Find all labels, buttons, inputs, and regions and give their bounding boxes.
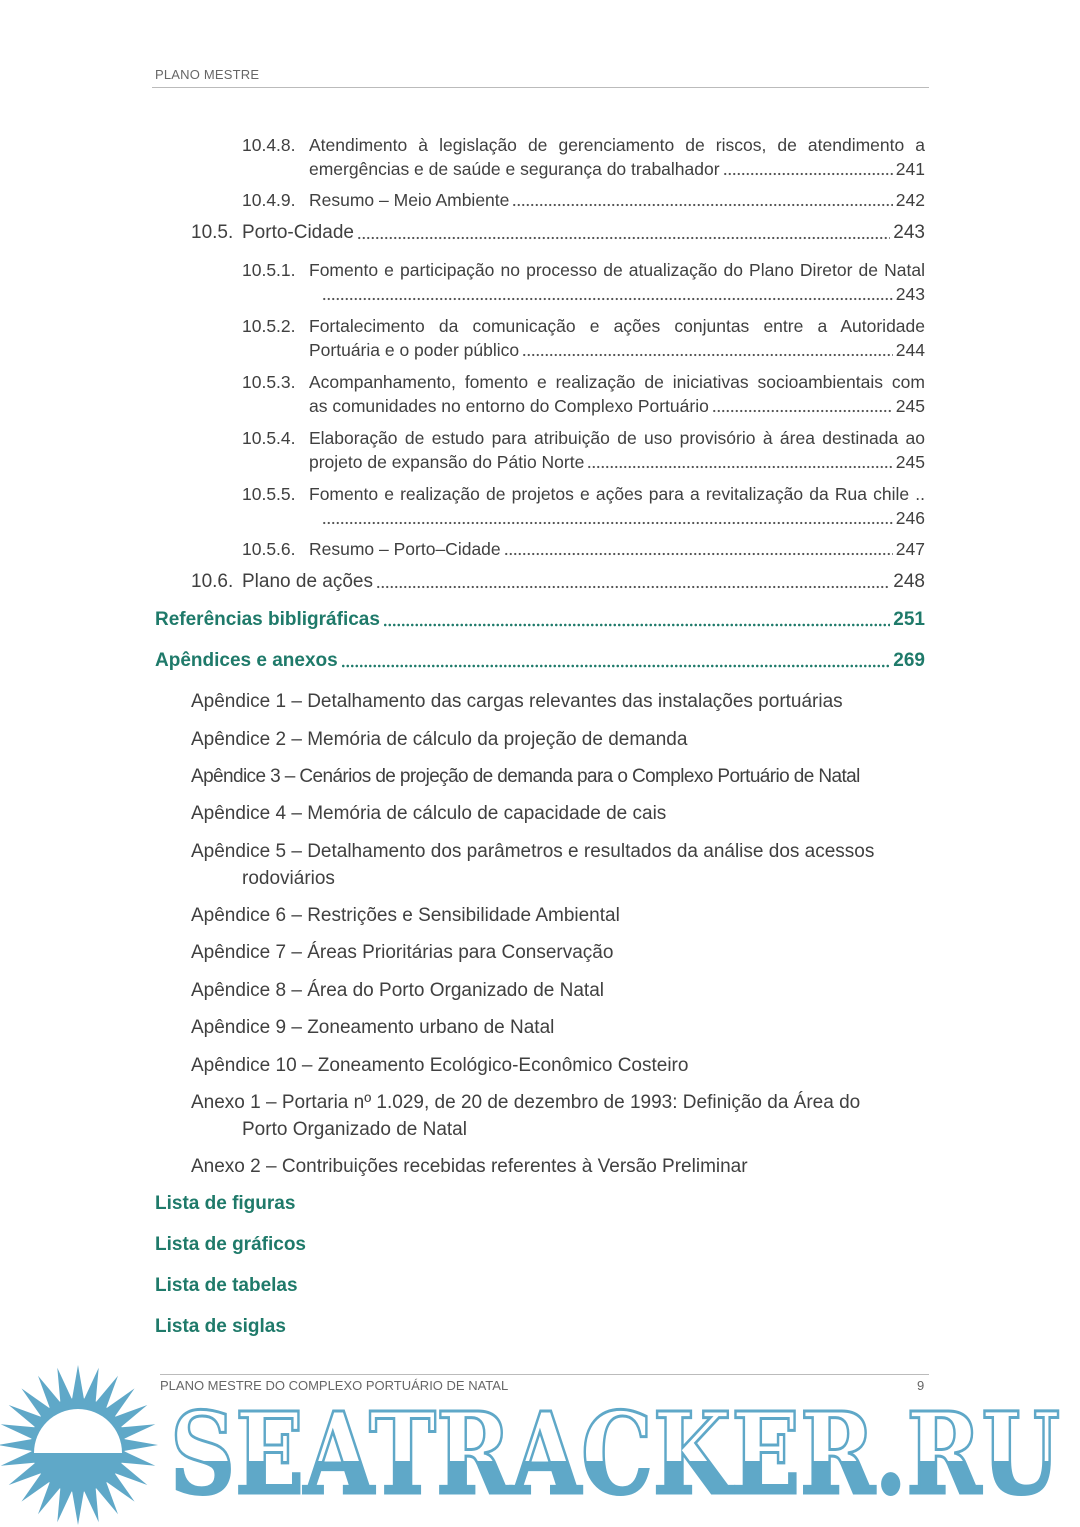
sun-ray: [1, 1424, 36, 1439]
footer-title: PLANO MESTRE DO COMPLEXO PORTUÁRIO DE NATAL: [160, 1378, 509, 1393]
toc-entry-title: Referências bibligráficas: [155, 609, 380, 630]
toc-entry[interactable]: [191, 221, 925, 245]
sun-ray: [72, 1491, 84, 1525]
toc-entry-page: 246: [895, 508, 925, 528]
sun-ray: [124, 1439, 158, 1451]
appendix-title: Apêndice 7 – Áreas Prioritárias para Conservação: [191, 942, 614, 963]
toc-section-entry[interactable]: [155, 608, 925, 632]
toc-entry-page: 243: [893, 222, 925, 243]
watermark-text: SEATRACKER.RU: [170, 1389, 1060, 1520]
toc-entry-page: 243: [895, 284, 925, 304]
toc-section-entry[interactable]: [155, 649, 925, 673]
toc-entry-title: projeto de expansão do Pátio Norte: [309, 452, 585, 472]
dot-leader: [512, 188, 892, 212]
dot-leader: [504, 537, 893, 561]
dot-leader: [357, 221, 890, 245]
list-link[interactable]: Lista de figuras: [155, 1193, 296, 1214]
sun-ray: [120, 1424, 155, 1439]
appendix-title: Apêndice 8 – Área do Porto Organizado de Natal: [191, 980, 604, 1001]
sun-ray: [57, 1487, 72, 1522]
toc-entry[interactable]: [242, 188, 925, 212]
dot-leader: [383, 608, 890, 632]
toc-entry[interactable]: [242, 370, 925, 418]
appendix-entry[interactable]: [191, 688, 911, 715]
toc-entry-number: 10.6.: [191, 571, 234, 592]
dot-leader: [341, 649, 891, 673]
appendix-entry[interactable]: [191, 977, 911, 1004]
appendix-entry[interactable]: [191, 1089, 911, 1143]
list-link[interactable]: Lista de gráficos: [155, 1234, 306, 1255]
toc-entry-page: 269: [893, 650, 925, 671]
toc-entry-number: 10.4.8.: [242, 135, 296, 155]
list-link[interactable]: Lista de tabelas: [155, 1275, 298, 1296]
toc-entry[interactable]: [242, 133, 925, 181]
dot-leader: [712, 394, 893, 418]
page-number: 9: [917, 1378, 925, 1393]
appendix-title: Anexo 2 – Contribuições recebidas referentes à Versão Preliminar: [191, 1156, 748, 1177]
appendix-title: Porto Organizado de Natal: [242, 1119, 467, 1140]
sun-ray: [57, 1368, 72, 1403]
appendix-title: Apêndice 4 – Memória de cálculo de capacidade de cais: [191, 803, 667, 824]
sun-icon: [0, 1365, 158, 1525]
toc-entry-title: as comunidades no entorno do Complexo Portuário: [309, 396, 709, 416]
toc-entry-number: 10.5.1.: [242, 260, 296, 280]
appendix-title: Apêndice 5 – Detalhamento dos parâmetros e resultados da análise dos acessos: [191, 841, 875, 862]
toc-entry-title: Fomento e participação no processo de atualização do Plano Diretor de Natal: [309, 260, 925, 280]
toc-entry-number: 10.5.5.: [242, 484, 296, 504]
toc-entry-number: 10.5.6.: [242, 539, 296, 559]
running-header: PLANO MESTRE: [155, 67, 260, 82]
toc-entry-number: 10.5.3.: [242, 372, 296, 392]
toc-entry-page: 242: [895, 190, 925, 210]
appendix-entry[interactable]: [191, 902, 911, 929]
appendix-title: Apêndice 2 – Memória de cálculo da projeção de demanda: [191, 729, 688, 750]
footer-divider: [160, 1374, 929, 1375]
appendix-entry[interactable]: [191, 939, 911, 966]
appendix-title: Anexo 1 – Portaria nº 1.029, de 20 de dezembro de 1993: Definição da Área do: [191, 1092, 861, 1113]
toc-entry-title: Porto-Cidade: [242, 222, 354, 243]
sun-ray: [120, 1451, 155, 1466]
toc-entry-page: 241: [895, 159, 925, 179]
toc-entry-page: 245: [895, 396, 925, 416]
toc-entry-number: 10.5.4.: [242, 428, 296, 448]
dot-leader: [322, 282, 893, 306]
dot-leader: [522, 338, 893, 362]
sun-ray: [84, 1487, 99, 1522]
toc-entry[interactable]: [191, 570, 925, 594]
toc-entry[interactable]: [242, 426, 925, 474]
sun-ray: [1, 1451, 36, 1466]
appendix-title: Apêndice 3 – Cenários de projeção de demanda para o Complexo Portuário de Natal: [191, 766, 860, 787]
dot-leader: [322, 506, 893, 530]
appendix-title: Apêndice 1 – Detalhamento das cargas relevantes das instalações portuárias: [191, 691, 843, 712]
toc-entry-number: 10.5.2.: [242, 316, 296, 336]
appendix-entry[interactable]: [191, 838, 911, 892]
toc-entry[interactable]: [242, 482, 925, 530]
toc-entry[interactable]: [242, 314, 925, 362]
sun-ray: [72, 1365, 84, 1399]
toc-entry-page: 251: [893, 609, 925, 630]
toc-entry-page: 248: [893, 571, 925, 592]
appendix-entry[interactable]: [191, 1052, 911, 1079]
dot-leader: [587, 450, 892, 474]
toc-entry-title: Fomento e realização de projetos e ações para a revitalização da Rua chile ..: [309, 484, 925, 504]
appendix-entry[interactable]: [191, 800, 911, 827]
toc-entry-title: Portuária e o poder público: [309, 340, 520, 360]
toc-entry-title: Plano de ações: [242, 571, 373, 592]
toc-entry[interactable]: [242, 537, 925, 561]
toc-entry-title: Acompanhamento, fomento e realização de iniciativas socioambientais com: [309, 372, 925, 392]
header-divider: [152, 87, 929, 88]
appendix-entry[interactable]: [191, 1153, 911, 1180]
sun-ray: [0, 1439, 32, 1451]
toc-entry-number: 10.4.9.: [242, 190, 296, 210]
toc-entry-title: Fortalecimento da comunicação e ações conjuntas entre a Autoridade: [309, 316, 925, 336]
toc-entry-page: 244: [895, 340, 925, 360]
toc-entry-page: 245: [895, 452, 925, 472]
toc-entry-title: Apêndices e anexos: [155, 650, 338, 671]
toc-entry-title: Resumo – Meio Ambiente: [309, 190, 510, 210]
toc-entry-title: emergências e de saúde e segurança do trabalhador: [309, 159, 720, 179]
dot-leader: [723, 157, 893, 181]
appendix-title: Apêndice 10 – Zoneamento Ecológico-Econômico Costeiro: [191, 1055, 689, 1076]
toc-entry-title: Elaboração de estudo para atribuição de uso provisório à área destinada ao: [309, 428, 925, 448]
toc-entry-page: 247: [895, 539, 925, 559]
toc-entry-title: Atendimento à legislação de gerenciamento de riscos, de atendimento a: [309, 135, 925, 155]
appendix-title: Apêndice 6 – Restrições e Sensibilidade Ambiental: [191, 905, 620, 926]
appendix-title: Apêndice 9 – Zoneamento urbano de Natal: [191, 1017, 555, 1038]
appendix-entry[interactable]: [191, 1014, 911, 1041]
toc-entry-title: Resumo – Porto–Cidade: [309, 539, 501, 559]
toc-entry-number: 10.5.: [191, 222, 234, 243]
list-link[interactable]: Lista de siglas: [155, 1316, 286, 1337]
appendix-entry[interactable]: [191, 726, 911, 753]
dot-leader: [376, 570, 890, 594]
appendix-entry[interactable]: [191, 763, 911, 790]
toc-entry[interactable]: [242, 258, 925, 306]
appendix-title: rodoviários: [242, 868, 335, 889]
sun-ray: [84, 1368, 99, 1403]
